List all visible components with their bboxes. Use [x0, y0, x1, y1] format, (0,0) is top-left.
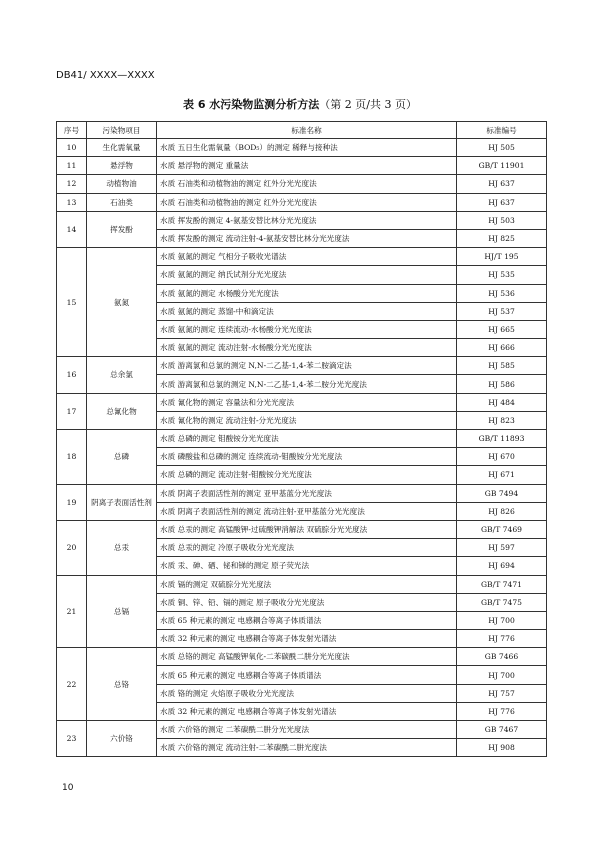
page-number: 10: [62, 783, 74, 793]
pollutant-cell: 挥发酚: [87, 211, 157, 247]
table-row: [57, 357, 547, 375]
standard-name-cell: 水质 汞、砷、硒、铋和锑的测定 原子荧光法: [157, 557, 457, 575]
standard-code-cell: HJ 700: [457, 666, 547, 684]
seq-cell: 22: [57, 648, 87, 721]
standard-code-cell: HJ 823: [457, 411, 547, 429]
standard-name-cell: 水质 65 种元素的测定 电感耦合等离子体质谱法: [157, 611, 457, 629]
standard-name-cell: 水质 挥发酚的测定 流动注射-4-氨基安替比林分光光度法: [157, 229, 457, 247]
table-row: [57, 430, 547, 448]
standard-code-cell: GB/T 7475: [457, 593, 547, 611]
column-header-standard-code: 标准编号: [457, 122, 547, 139]
document-code: DB41/ XXXX—XXXX: [56, 70, 155, 81]
standard-name-cell: 水质 总磷的测定 流动注射-钼酸铵分光光度法: [157, 466, 457, 484]
standard-code-cell: HJ 694: [457, 557, 547, 575]
column-header-standard-name: 标准名称: [157, 122, 457, 139]
standard-name-cell: 水质 32 种元素的测定 电感耦合等离子体发射光谱法: [157, 702, 457, 720]
standard-code-cell: HJ 826: [457, 502, 547, 520]
standard-code-cell: HJ 484: [457, 393, 547, 411]
pollutant-cell: 生化需氧量: [87, 139, 157, 157]
table-row: [57, 648, 547, 666]
table-row: [57, 157, 547, 175]
table-row: [57, 139, 547, 157]
pollutant-cell: 总磷: [87, 430, 157, 485]
standard-name-cell: 水质 总汞的测定 冷原子吸收分光光度法: [157, 539, 457, 557]
seq-cell: 13: [57, 193, 87, 211]
pollutant-cell: 总氰化物: [87, 393, 157, 429]
standard-code-cell: HJ 537: [457, 302, 547, 320]
standard-name-cell: 水质 游离氯和总氯的测定 N,N-二乙基-1,4-苯二胺滴定法: [157, 357, 457, 375]
standard-code-cell: GB 7466: [457, 648, 547, 666]
standard-name-cell: 水质 挥发酚的测定 4-氨基安替比林分光光度法: [157, 211, 457, 229]
table-title-page-info: （第 2 页/共 3 页）: [319, 98, 417, 111]
pollutant-cell: 六价铬: [87, 721, 157, 757]
table-row: [57, 248, 547, 266]
standard-name-cell: 水质 阴离子表面活性剂的测定 流动注射-亚甲基蓝分光光度法: [157, 502, 457, 520]
standard-name-cell: 水质 氰化物的测定 容量法和分光光度法: [157, 393, 457, 411]
standard-name-cell: 水质 32 种元素的测定 电感耦合等离子体发射光谱法: [157, 630, 457, 648]
standard-code-cell: HJ 665: [457, 320, 547, 338]
standard-code-cell: HJ 670: [457, 448, 547, 466]
pollutant-cell: 总铬: [87, 648, 157, 721]
standard-code-cell: HJ 505: [457, 139, 547, 157]
table-row: [57, 575, 547, 593]
seq-cell: 10: [57, 139, 87, 157]
table-row: [57, 484, 547, 502]
pollutant-cell: 总汞: [87, 520, 157, 575]
standard-name-cell: 水质 六价铬的测定 二苯碳酰二肼分光光度法: [157, 721, 457, 739]
pollutant-cell: 阴离子表面活性剂: [87, 484, 157, 520]
standards-table: [56, 121, 547, 757]
standard-name-cell: 水质 石油类和动植物油的测定 红外分光光度法: [157, 193, 457, 211]
standard-code-cell: HJ 776: [457, 702, 547, 720]
standard-code-cell: GB/T 7469: [457, 520, 547, 538]
seq-cell: 20: [57, 520, 87, 575]
standard-code-cell: HJ 535: [457, 266, 547, 284]
table-header-row: [57, 122, 547, 139]
standard-code-cell: HJ 757: [457, 684, 547, 702]
standard-code-cell: GB/T 7471: [457, 575, 547, 593]
standard-name-cell: 水质 总磷的测定 钼酸铵分光光度法: [157, 430, 457, 448]
standard-name-cell: 水质 镉的测定 双硫腙分光光度法: [157, 575, 457, 593]
standard-name-cell: 水质 阴离子表面活性剂的测定 亚甲基蓝分光光度法: [157, 484, 457, 502]
standard-code-cell: GB 7467: [457, 721, 547, 739]
standard-code-cell: HJ 585: [457, 357, 547, 375]
standard-code-cell: HJ 637: [457, 175, 547, 193]
standard-code-cell: HJ 776: [457, 630, 547, 648]
standard-code-cell: HJ 671: [457, 466, 547, 484]
pollutant-cell: 总镉: [87, 575, 157, 648]
standard-code-cell: GB 7494: [457, 484, 547, 502]
standard-name-cell: 水质 总铬的测定 高锰酸钾氧化-二苯碳酰二肼分光光度法: [157, 648, 457, 666]
standard-code-cell: HJ 597: [457, 539, 547, 557]
pollutant-cell: 石油类: [87, 193, 157, 211]
column-header-seq: 序号: [57, 122, 87, 139]
column-header-pollutant: 污染物项目: [87, 122, 157, 139]
standard-name-cell: 水质 石油类和动植物油的测定 红外分光光度法: [157, 175, 457, 193]
pollutant-cell: 悬浮物: [87, 157, 157, 175]
standard-name-cell: 水质 总汞的测定 高锰酸钾-过硫酸钾消解法 双硫腙分光光度法: [157, 520, 457, 538]
table-row: [57, 520, 547, 538]
standard-name-cell: 水质 磷酸盐和总磷的测定 连续流动-钼酸铵分光光度法: [157, 448, 457, 466]
standard-name-cell: 水质 氨氮的测定 水杨酸分光光度法: [157, 284, 457, 302]
standard-code-cell: HJ 503: [457, 211, 547, 229]
seq-cell: 19: [57, 484, 87, 520]
pollutant-cell: 总余氯: [87, 357, 157, 393]
seq-cell: 12: [57, 175, 87, 193]
pollutant-cell: 动植物油: [87, 175, 157, 193]
seq-cell: 17: [57, 393, 87, 429]
seq-cell: 23: [57, 721, 87, 757]
standard-code-cell: HJ 908: [457, 739, 547, 757]
seq-cell: 18: [57, 430, 87, 485]
standard-name-cell: 水质 氨氮的测定 蒸馏-中和滴定法: [157, 302, 457, 320]
standard-name-cell: 水质 65 种元素的测定 电感耦合等离子体质谱法: [157, 666, 457, 684]
seq-cell: 14: [57, 211, 87, 247]
table-body: [57, 139, 547, 757]
standard-code-cell: HJ/T 195: [457, 248, 547, 266]
standard-name-cell: 水质 六价铬的测定 流动注射-二苯碳酰二肼光度法: [157, 739, 457, 757]
standard-name-cell: 水质 氨氮的测定 纳氏试剂分光光度法: [157, 266, 457, 284]
seq-cell: 16: [57, 357, 87, 393]
standard-code-cell: GB/T 11901: [457, 157, 547, 175]
standard-name-cell: 水质 悬浮物的测定 重量法: [157, 157, 457, 175]
standard-code-cell: HJ 825: [457, 229, 547, 247]
standard-name-cell: 水质 氨氮的测定 流动注射-水杨酸分光光度法: [157, 339, 457, 357]
standard-code-cell: HJ 586: [457, 375, 547, 393]
table-row: [57, 175, 547, 193]
standard-name-cell: 水质 氨氮的测定 气相分子吸收光谱法: [157, 248, 457, 266]
table-row: [57, 393, 547, 411]
standard-name-cell: 水质 铜、锌、铅、镉的测定 原子吸收分光光度法: [157, 593, 457, 611]
standard-name-cell: 水质 铬的测定 火焰原子吸收分光光度法: [157, 684, 457, 702]
standard-code-cell: GB/T 11893: [457, 430, 547, 448]
standard-code-cell: HJ 536: [457, 284, 547, 302]
table-row: [57, 721, 547, 739]
standard-code-cell: HJ 637: [457, 193, 547, 211]
table-title: [0, 96, 600, 112]
standard-code-cell: HJ 666: [457, 339, 547, 357]
table-title-main: 表 6 水污染物监测分析方法: [182, 98, 320, 111]
pollutant-cell: 氨氮: [87, 248, 157, 357]
standard-name-cell: 水质 游离氯和总氯的测定 N,N-二乙基-1,4-苯二胺分光光度法: [157, 375, 457, 393]
table-row: [57, 193, 547, 211]
standard-code-cell: HJ 700: [457, 611, 547, 629]
standard-name-cell: 水质 氨氮的测定 连续流动-水杨酸分光光度法: [157, 320, 457, 338]
seq-cell: 11: [57, 157, 87, 175]
standard-name-cell: 水质 氰化物的测定 流动注射-分光光度法: [157, 411, 457, 429]
standard-name-cell: 水质 五日生化需氧量（BOD₅）的测定 稀释与接种法: [157, 139, 457, 157]
table-row: [57, 211, 547, 229]
seq-cell: 15: [57, 248, 87, 357]
seq-cell: 21: [57, 575, 87, 648]
